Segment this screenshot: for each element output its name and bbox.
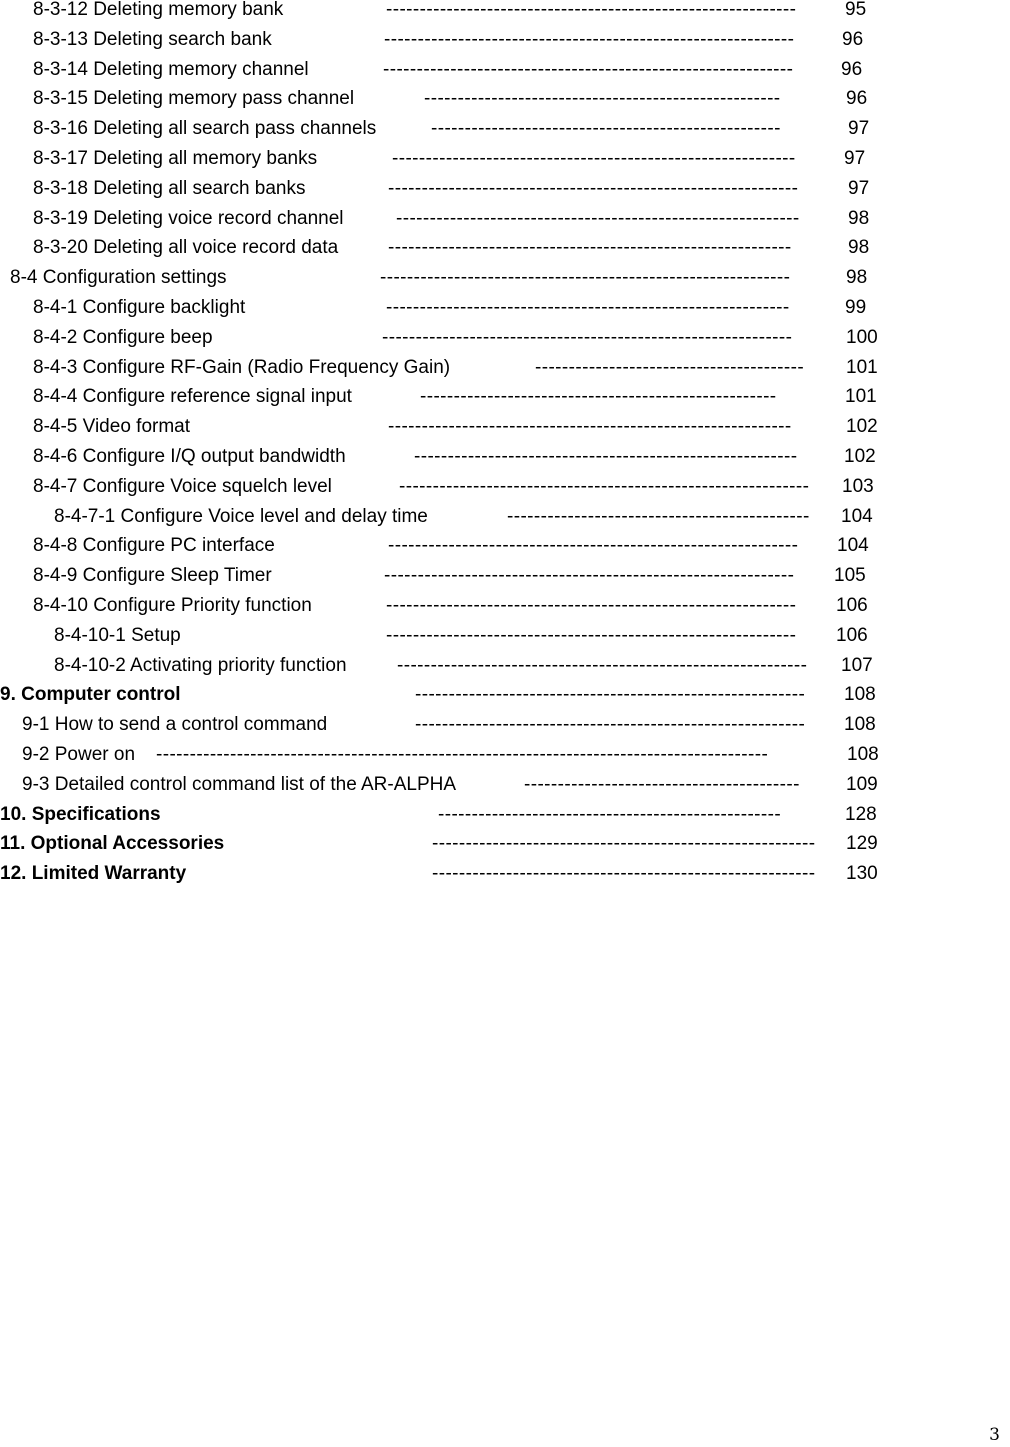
toc-entry-page: 109 bbox=[846, 773, 878, 795]
toc-leader: --------------------------------------------- bbox=[507, 506, 810, 527]
toc-leader: ------------------------------------------------------------ bbox=[396, 208, 800, 229]
toc-entry-title: 9-2 Power on bbox=[22, 744, 136, 765]
toc-leader: ------------------------------------------------------------- bbox=[383, 59, 794, 80]
toc-entry[interactable] bbox=[0, 507, 1010, 537]
toc-entry-page: 101 bbox=[845, 386, 877, 408]
toc-entry[interactable] bbox=[0, 30, 1010, 60]
toc-entry-page: 98 bbox=[848, 207, 870, 229]
toc-entry[interactable] bbox=[0, 119, 1010, 149]
toc-entry-title: 8-4-5 Video format bbox=[33, 416, 191, 438]
toc-entry-title: 8-3-17 Deleting all memory banks bbox=[33, 148, 318, 169]
toc-entry-title: 8-4-6 Configure I/Q output bandwidth bbox=[33, 446, 346, 467]
toc-entry-title: 8-3-16 Deleting all search pass channels bbox=[33, 118, 377, 140]
toc-entry-page: 101 bbox=[846, 356, 878, 378]
toc-entry[interactable] bbox=[0, 566, 1010, 596]
toc-leader: --------------------------------------------------- bbox=[438, 804, 782, 825]
toc-entry-title: 9-1 How to send a control command bbox=[22, 714, 328, 736]
toc-entry-page: 98 bbox=[848, 237, 870, 259]
toc-leader: ------------------------------------------------------------- bbox=[386, 596, 797, 616]
toc-entry-title: 9-3 Detailed control command list of the AR-ALPHA bbox=[22, 773, 457, 795]
toc-entry-page: 105 bbox=[834, 565, 866, 587]
toc-leader: ---------------------------------------------------------- bbox=[415, 685, 806, 706]
toc-leader: ----------------------------------------------------- bbox=[424, 89, 781, 110]
toc-entry[interactable] bbox=[0, 685, 1010, 715]
toc-leader: ------------------------------------------------------------- bbox=[388, 536, 799, 557]
toc-leader: ------------------------------------------------------------- bbox=[384, 29, 795, 50]
toc-entry[interactable] bbox=[0, 596, 1010, 626]
toc-entry-page: 104 bbox=[841, 505, 873, 527]
toc-leader: ------------------------------------------------------------- bbox=[386, 625, 797, 646]
toc-entry-page: 96 bbox=[842, 28, 864, 50]
toc-entry[interactable] bbox=[0, 149, 1010, 179]
toc-leader: --------------------------------------------------------- bbox=[432, 864, 816, 885]
toc-entry-title: 8-4-4 Configure reference signal input bbox=[33, 386, 352, 408]
toc-entry-title: 8-4-3 Configure RF-Gain (Radio Frequency Gain) bbox=[33, 356, 451, 378]
toc-entry-title: 8-3-20 Deleting all voice record data bbox=[33, 237, 339, 259]
toc-entry-title: 8-3-19 Deleting voice record channel bbox=[33, 207, 344, 229]
toc-leader: --------------------------------------------------------- bbox=[414, 447, 798, 467]
toc-entry-page: 108 bbox=[844, 714, 876, 736]
toc-entry-page: 97 bbox=[848, 177, 870, 199]
toc-leader: ------------------------------------------------------------------------------------------- bbox=[156, 745, 769, 765]
toc-entry-page: 96 bbox=[846, 88, 868, 110]
toc-entry[interactable] bbox=[0, 417, 1010, 447]
toc-leader: ---------------------------------------------------------- bbox=[415, 715, 806, 736]
toc-entry-title: 8-4-10-2 Activating priority function bbox=[54, 654, 347, 676]
toc-entry-title: 8-4-10-1 Setup bbox=[54, 624, 181, 646]
toc-entry[interactable] bbox=[0, 209, 1010, 239]
toc-entry-page: 95 bbox=[845, 0, 867, 20]
toc-leader: ------------------------------------------------------------ bbox=[386, 298, 790, 318]
toc-entry-page: 106 bbox=[836, 595, 868, 616]
toc-entry-title: 8-3-14 Deleting memory channel bbox=[33, 58, 309, 80]
toc-entry[interactable] bbox=[0, 805, 1010, 835]
toc-entry[interactable] bbox=[0, 745, 1010, 775]
toc-entry-title: 8-4-8 Configure PC interface bbox=[33, 535, 275, 557]
toc-entry-page: 128 bbox=[845, 803, 877, 825]
toc-entry-title: 12. Limited Warranty bbox=[0, 863, 187, 885]
toc-entry-page: 106 bbox=[836, 624, 868, 646]
toc-entry-page: 103 bbox=[842, 475, 874, 497]
toc-entry-title: 9. Computer control bbox=[0, 684, 181, 706]
toc-entry[interactable] bbox=[0, 387, 1010, 417]
toc-entry[interactable] bbox=[0, 358, 1010, 388]
toc-entry-title: 10. Specifications bbox=[0, 803, 161, 825]
toc-leader: ----------------------------------------------------- bbox=[420, 387, 777, 408]
toc-entry-title: 8-3-13 Deleting search bank bbox=[33, 28, 272, 50]
toc-entry-page: 108 bbox=[847, 744, 879, 765]
toc-entry-title: 8-4-2 Configure beep bbox=[33, 326, 213, 348]
toc-leader: ---------------------------------------- bbox=[535, 357, 805, 378]
toc-leader: ------------------------------------------------------------ bbox=[388, 238, 792, 259]
toc-leader: ------------------------------------------------------------- bbox=[397, 655, 808, 676]
toc-entry[interactable] bbox=[0, 238, 1010, 268]
toc-entry[interactable] bbox=[0, 298, 1010, 328]
toc-entry-page: 99 bbox=[845, 297, 867, 318]
toc-entry-title: 8-4-1 Configure backlight bbox=[33, 297, 246, 318]
toc-entry[interactable] bbox=[0, 626, 1010, 656]
toc-entry-title: 8-4-7 Configure Voice squelch level bbox=[33, 475, 332, 497]
toc-entry[interactable] bbox=[0, 179, 1010, 209]
toc-entry-title: 8-4-7-1 Configure Voice level and delay time bbox=[54, 505, 428, 527]
toc-entry[interactable] bbox=[0, 268, 1010, 298]
toc-leader: ---------------------------------------------------- bbox=[431, 119, 781, 140]
toc-entry-page: 98 bbox=[846, 267, 868, 289]
toc-leader: ------------------------------------------------------------- bbox=[386, 0, 797, 20]
toc-leader: ------------------------------------------------------------ bbox=[392, 149, 796, 169]
toc-entry-title: 8-3-12 Deleting memory bank bbox=[33, 0, 284, 20]
toc-leader: --------------------------------------------------------- bbox=[432, 834, 816, 855]
toc-leader: ------------------------------------------------------------- bbox=[384, 566, 795, 587]
toc-entry-page: 129 bbox=[846, 833, 878, 855]
toc-entry-title: 8-4-10 Configure Priority function bbox=[33, 595, 312, 616]
toc-entry-page: 100 bbox=[846, 326, 878, 348]
toc-entry[interactable] bbox=[0, 775, 1010, 805]
toc-entry-title: 8-4-9 Configure Sleep Timer bbox=[33, 565, 272, 587]
toc-entry-title: 8-3-15 Deleting memory pass channel bbox=[33, 88, 355, 110]
toc-entry[interactable] bbox=[0, 834, 1010, 864]
toc-entry-title: 8-4 Configuration settings bbox=[10, 267, 227, 289]
toc-leader: ------------------------------------------------------------- bbox=[388, 178, 799, 199]
toc-entry-page: 130 bbox=[846, 863, 878, 885]
toc-entry-page: 97 bbox=[848, 118, 870, 140]
toc-leader: ------------------------------------------------------------- bbox=[382, 327, 793, 348]
toc-entry[interactable] bbox=[0, 536, 1010, 566]
toc-entry[interactable] bbox=[0, 715, 1010, 745]
toc-entry[interactable] bbox=[0, 0, 1010, 30]
toc-entry-page: 96 bbox=[841, 58, 863, 80]
toc-entry-page: 104 bbox=[837, 535, 869, 557]
toc-entry[interactable] bbox=[0, 477, 1010, 507]
toc-entry[interactable] bbox=[0, 89, 1010, 119]
toc-entry-page: 107 bbox=[841, 654, 873, 676]
page-number: 3 bbox=[989, 1425, 1000, 1445]
toc-entry-title: 11. Optional Accessories bbox=[0, 833, 225, 855]
toc-leader: ------------------------------------------------------------- bbox=[399, 476, 810, 497]
toc-leader: ----------------------------------------- bbox=[524, 774, 800, 795]
toc-entry-page: 102 bbox=[844, 446, 876, 467]
toc-leader: ------------------------------------------------------------ bbox=[388, 417, 792, 438]
toc-entry[interactable] bbox=[0, 328, 1010, 358]
toc-entry[interactable] bbox=[0, 60, 1010, 90]
toc-entry-page: 102 bbox=[846, 416, 878, 438]
toc-entry[interactable] bbox=[0, 656, 1010, 686]
toc-entry[interactable] bbox=[0, 447, 1010, 477]
toc-leader: ------------------------------------------------------------- bbox=[380, 268, 791, 289]
toc-entry-page: 97 bbox=[844, 148, 866, 169]
toc-entry-page: 108 bbox=[844, 684, 876, 706]
toc-entry[interactable] bbox=[0, 864, 1010, 894]
toc-entry-title: 8-3-18 Deleting all search banks bbox=[33, 177, 306, 199]
